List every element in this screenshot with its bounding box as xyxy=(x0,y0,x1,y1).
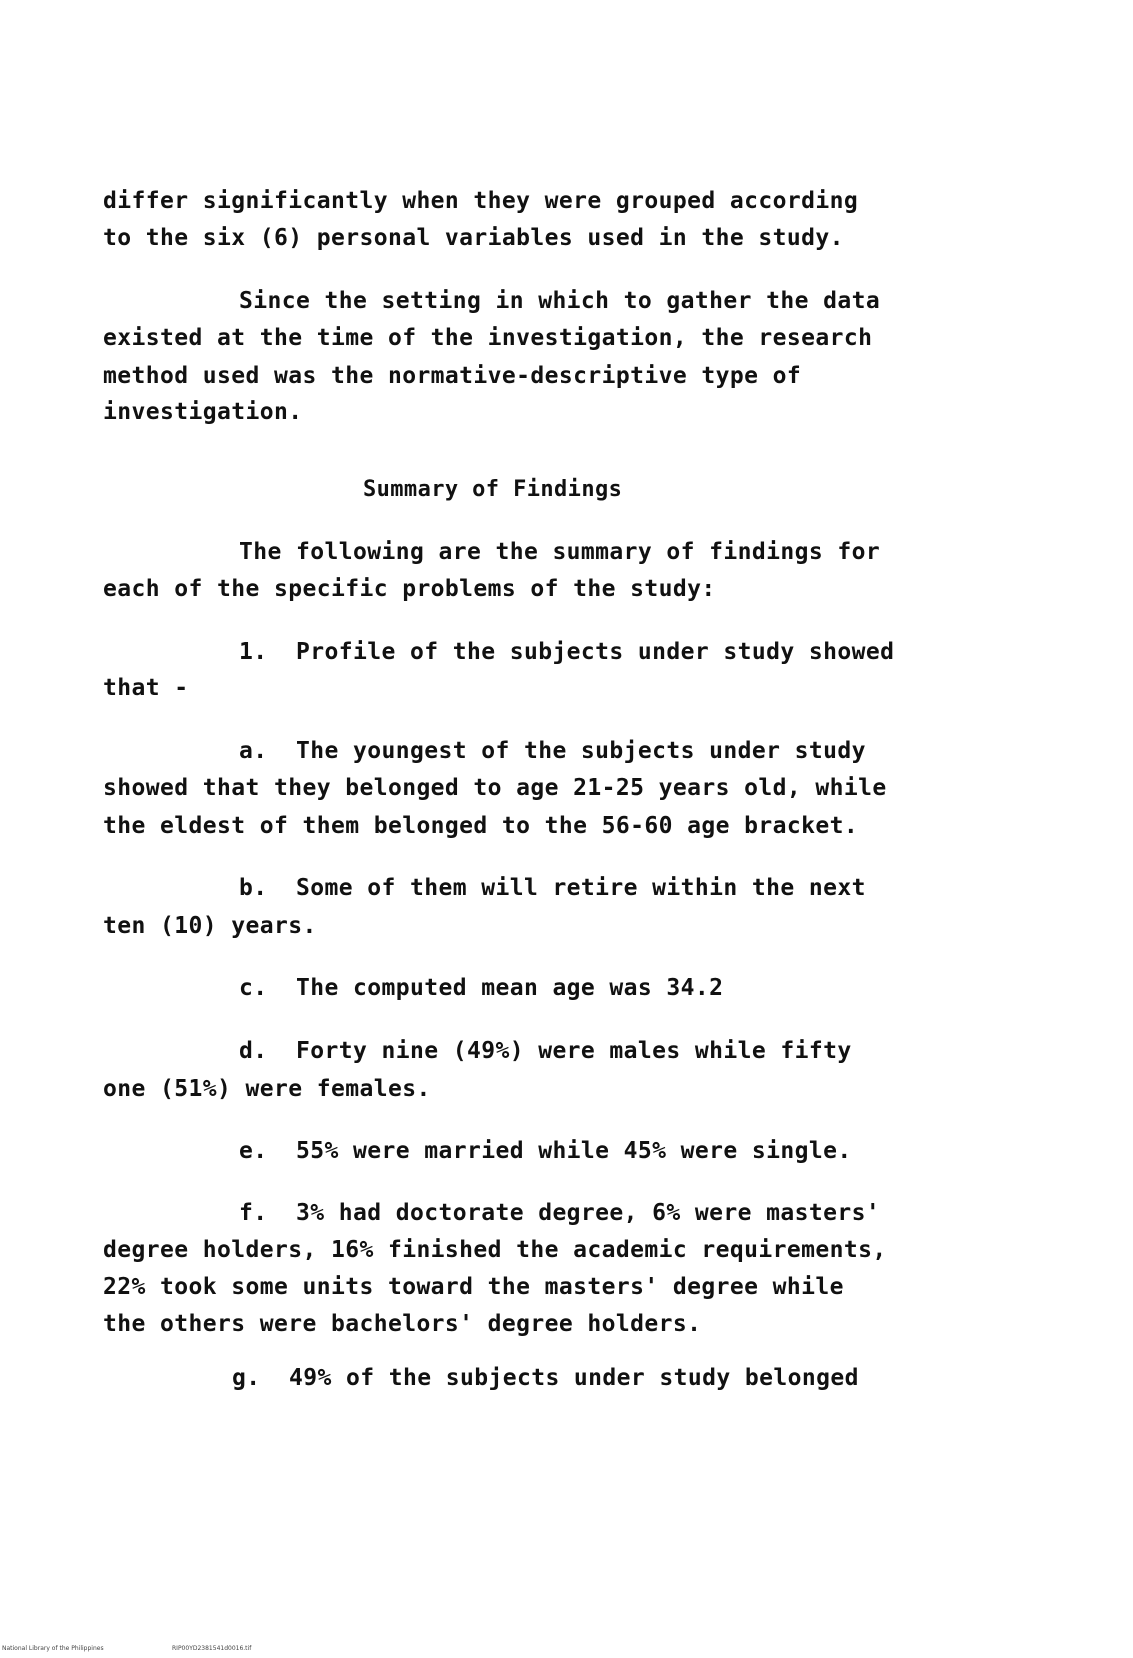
item-b-line-2: ten (10) years. xyxy=(103,913,317,939)
intro-line-2: to the six (6) personal variables used in the study. xyxy=(103,225,844,251)
section-heading: Summary of Findings xyxy=(363,477,623,502)
item-1-line-1: 1. Profile of the subjects under study showed xyxy=(239,639,895,665)
item-e-line-1: e. 55% were married while 45% were single. xyxy=(239,1138,852,1164)
intro-line-1: differ significantly when they were grouped according xyxy=(103,188,859,214)
item-d-line-2: one (51%) were females. xyxy=(103,1076,431,1102)
item-d-line-1: d. Forty nine (49%) were males while fifty xyxy=(239,1038,852,1064)
item-f-line-3: 22% took some units toward the masters' degree while xyxy=(103,1274,844,1300)
method-line-2: existed at the time of the investigation, the research xyxy=(103,325,873,351)
item-a-line-1: a. The youngest of the subjects under study xyxy=(239,738,866,764)
footer-library: National Library of the Philippines xyxy=(2,1645,104,1652)
item-b-line-1: b. Some of them will retire within the next xyxy=(239,875,866,901)
method-line-4: investigation. xyxy=(103,399,303,425)
summary-line-1: The following are the summary of findings for xyxy=(239,539,881,565)
item-c-line-1: c. The computed mean age was 34.2 xyxy=(239,975,724,1001)
method-line-1: Since the setting in which to gather the data xyxy=(239,288,881,314)
item-a-line-3: the eldest of them belonged to the 56-60 age bracket. xyxy=(103,813,859,839)
item-f-line-4: the others were bachelors' degree holders. xyxy=(103,1311,702,1337)
item-g-line-1: g. 49% of the subjects under study belonged xyxy=(232,1365,859,1391)
item-f-line-1: f. 3% had doctorate degree, 6% were masters' xyxy=(239,1200,881,1226)
item-1-line-2: that - xyxy=(103,675,189,701)
footer-file: RIP00YD2381541d0016.tif xyxy=(172,1645,252,1652)
item-f-line-2: degree holders, 16% finished the academic requirements, xyxy=(103,1237,887,1263)
method-line-3: method used was the normative-descriptive type of xyxy=(103,363,802,389)
summary-line-2: each of the specific problems of the study: xyxy=(103,576,716,602)
item-a-line-2: showed that they belonged to age 21-25 years old, while xyxy=(103,775,887,801)
